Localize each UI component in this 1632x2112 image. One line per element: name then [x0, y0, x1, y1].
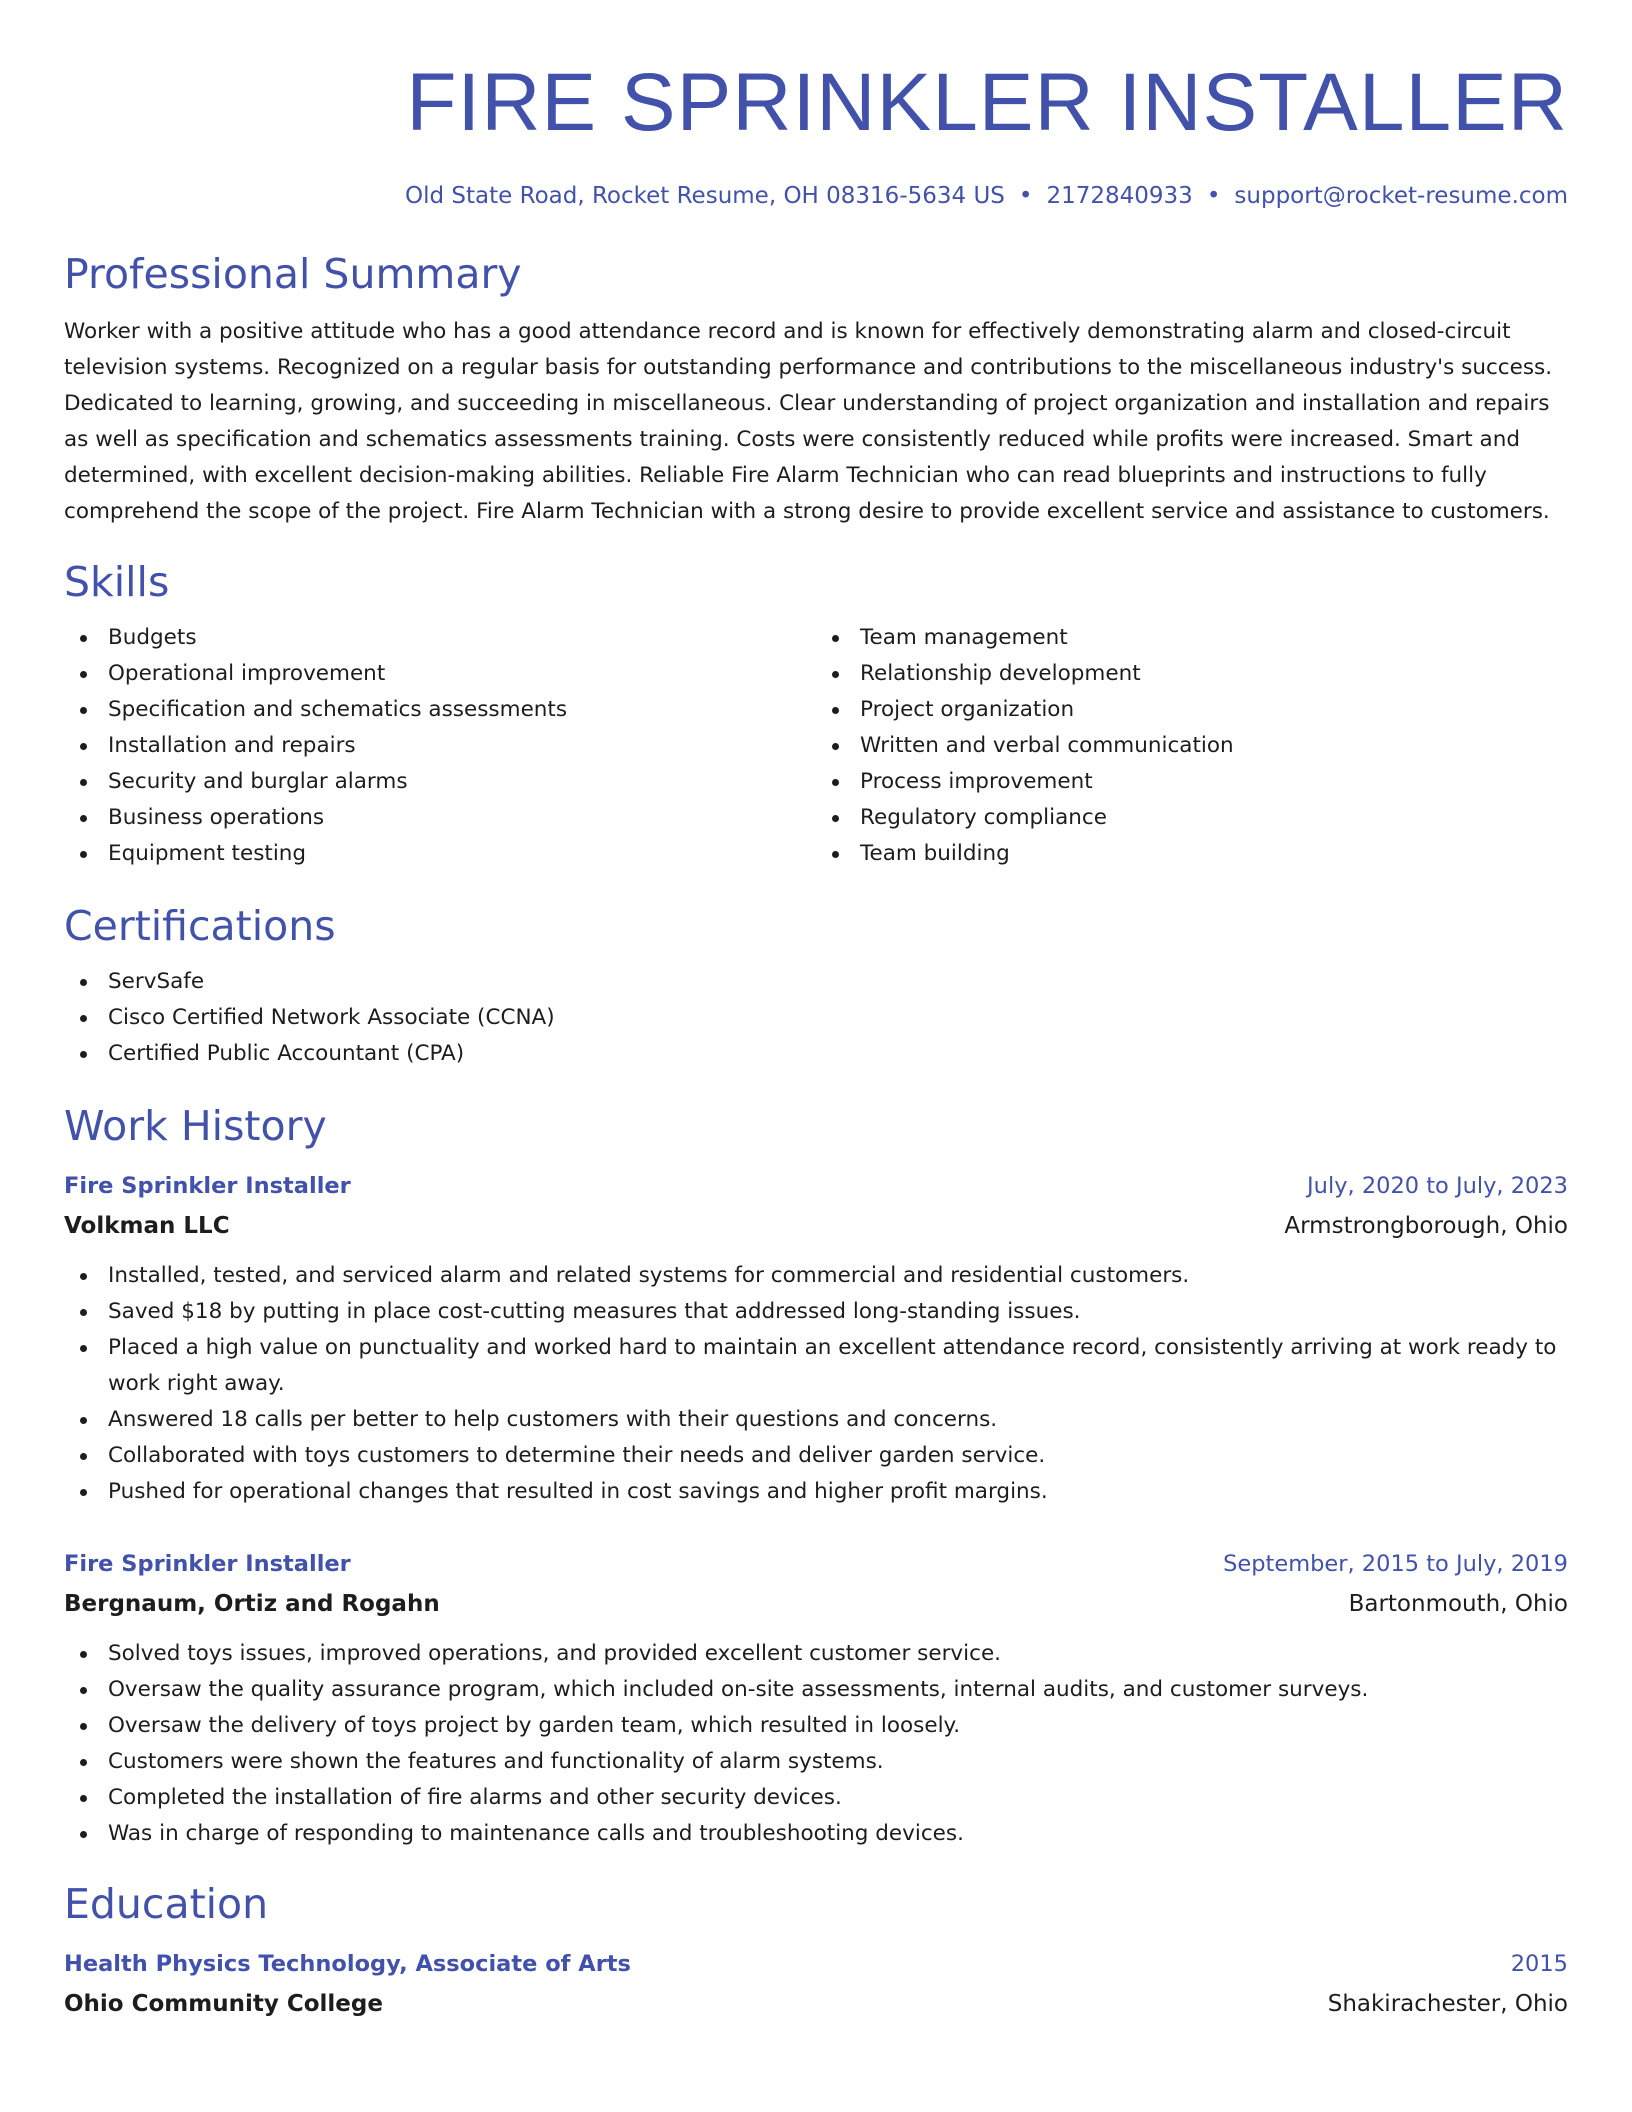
- skill-item: Security and burglar alarms: [64, 764, 816, 800]
- skills-heading: Skills: [64, 558, 170, 606]
- summary-heading: Professional Summary: [64, 250, 522, 298]
- skill-item: Operational improvement: [64, 656, 816, 692]
- skill-item: Budgets: [64, 620, 816, 656]
- contact-address: Old State Road, Rocket Resume, OH 08316-5634 US: [405, 183, 1005, 209]
- education-school-row: [64, 1984, 1568, 2024]
- education-school: Ohio Community College: [64, 1991, 383, 2017]
- job-bullet: Was in charge of responding to maintenance calls and troubleshooting devices.: [64, 1816, 1568, 1852]
- certifications-heading: Certifications: [64, 902, 336, 950]
- job-bullets: [64, 1258, 1568, 1510]
- contact-separator: •: [1206, 183, 1221, 209]
- resume-header: [64, 0, 1568, 212]
- job-bullet: Installed, tested, and serviced alarm and related systems for commercial and residential customers.: [64, 1258, 1568, 1294]
- skill-item: Process improvement: [816, 764, 1568, 800]
- job-bullets: [64, 1636, 1568, 1852]
- job-bullet: Solved toys issues, improved operations, and provided excellent customer service.: [64, 1636, 1568, 1672]
- skill-item: Regulatory compliance: [816, 800, 1568, 836]
- job-entry: [64, 1166, 1568, 1510]
- education-degree-row: [64, 1944, 1568, 1984]
- job-company: Volkman LLC: [64, 1213, 230, 1239]
- summary-text: Worker with a positive attitude who has a good attendance record and is known for effectively demonstrating alarm and closed-circuit television systems. Recognized on a regular basis for outstanding performance and contributions to the miscellaneous industry's success. Dedicated to learning, growing, and succeeding in miscellaneous. Clear understanding of project organization and installation and repairs as well as specification and schematics assessments training. Costs were consistently reduced while profits were increased. Smart and determined, with excellent decision-making abilities. Reliable Fire Alarm Technician who can read blueprints and instructions to fully comprehend the scope of the project. Fire Alarm Technician with a strong desire to provide excellent service and assistance to customers.: [64, 319, 1553, 524]
- job-title-row: [64, 1544, 1568, 1584]
- skill-item: Team management: [816, 620, 1568, 656]
- education-entry: [64, 1944, 1568, 2024]
- skill-item: Written and verbal communication: [816, 728, 1568, 764]
- skill-item: Team building: [816, 836, 1568, 872]
- job-bullet: Placed a high value on punctuality and worked hard to maintain an excellent attendance record, consistently arriving at work ready to work right away.: [64, 1330, 1568, 1402]
- job-bullet: Saved $18 by putting in place cost-cutting measures that addressed long-standing issues.: [64, 1294, 1568, 1330]
- job-company: Bergnaum, Ortiz and Rogahn: [64, 1591, 440, 1617]
- contact-separator: •: [1018, 183, 1033, 209]
- skill-item: Relationship development: [816, 656, 1568, 692]
- certification-item: Certified Public Accountant (CPA): [64, 1036, 1568, 1072]
- job-bullet: Oversaw the delivery of toys project by garden team, which resulted in loosely.: [64, 1708, 1568, 1744]
- job-entry: [64, 1544, 1568, 1852]
- certification-item: ServSafe: [64, 964, 1568, 1000]
- job-bullet: Oversaw the quality assurance program, which included on-site assessments, internal audits, and customer surveys.: [64, 1672, 1568, 1708]
- job-bullet: Pushed for operational changes that resulted in cost savings and higher profit margins.: [64, 1474, 1568, 1510]
- skills-column-right: [816, 620, 1568, 872]
- skills-column-left: [64, 620, 816, 872]
- contact-line: [64, 180, 1568, 212]
- job-title-row: [64, 1166, 1568, 1206]
- certification-item: Cisco Certified Network Associate (CCNA): [64, 1000, 1568, 1036]
- job-dates: September, 2015 to July, 2019: [1223, 1551, 1568, 1577]
- skills-list: [64, 620, 1568, 872]
- education-year: 2015: [1510, 1951, 1568, 1977]
- contact-email[interactable]: support@rocket-resume.com: [1234, 183, 1568, 209]
- job-role: Fire Sprinkler Installer: [64, 1173, 351, 1199]
- job-bullet: Completed the installation of fire alarms and other security devices.: [64, 1780, 1568, 1816]
- contact-phone[interactable]: 2172840933: [1046, 183, 1193, 209]
- skill-item: Project organization: [816, 692, 1568, 728]
- job-title-heading: FIRE SPRINKLER INSTALLER: [406, 57, 1568, 148]
- skill-item: Specification and schematics assessments: [64, 692, 816, 728]
- job-dates: July, 2020 to July, 2023: [1307, 1173, 1568, 1199]
- education-location: Shakirachester, Ohio: [1327, 1991, 1568, 2017]
- job-company-row: [64, 1584, 1568, 1624]
- work-history-heading: Work History: [64, 1102, 327, 1150]
- education-heading: Education: [64, 1880, 269, 1928]
- job-bullet: Answered 18 calls per better to help customers with their questions and concerns.: [64, 1402, 1568, 1438]
- certifications-list: [64, 964, 1568, 1072]
- job-location: Bartonmouth, Ohio: [1348, 1591, 1568, 1617]
- job-bullet: Customers were shown the features and functionality of alarm systems.: [64, 1744, 1568, 1780]
- job-role: Fire Sprinkler Installer: [64, 1551, 351, 1577]
- job-bullet: Collaborated with toys customers to determine their needs and deliver garden service.: [64, 1438, 1568, 1474]
- skill-item: Installation and repairs: [64, 728, 816, 764]
- skill-item: Business operations: [64, 800, 816, 836]
- job-location: Armstrongborough, Ohio: [1284, 1213, 1568, 1239]
- education-degree: Health Physics Technology, Associate of Arts: [64, 1951, 631, 1977]
- skill-item: Equipment testing: [64, 836, 816, 872]
- job-company-row: [64, 1206, 1568, 1246]
